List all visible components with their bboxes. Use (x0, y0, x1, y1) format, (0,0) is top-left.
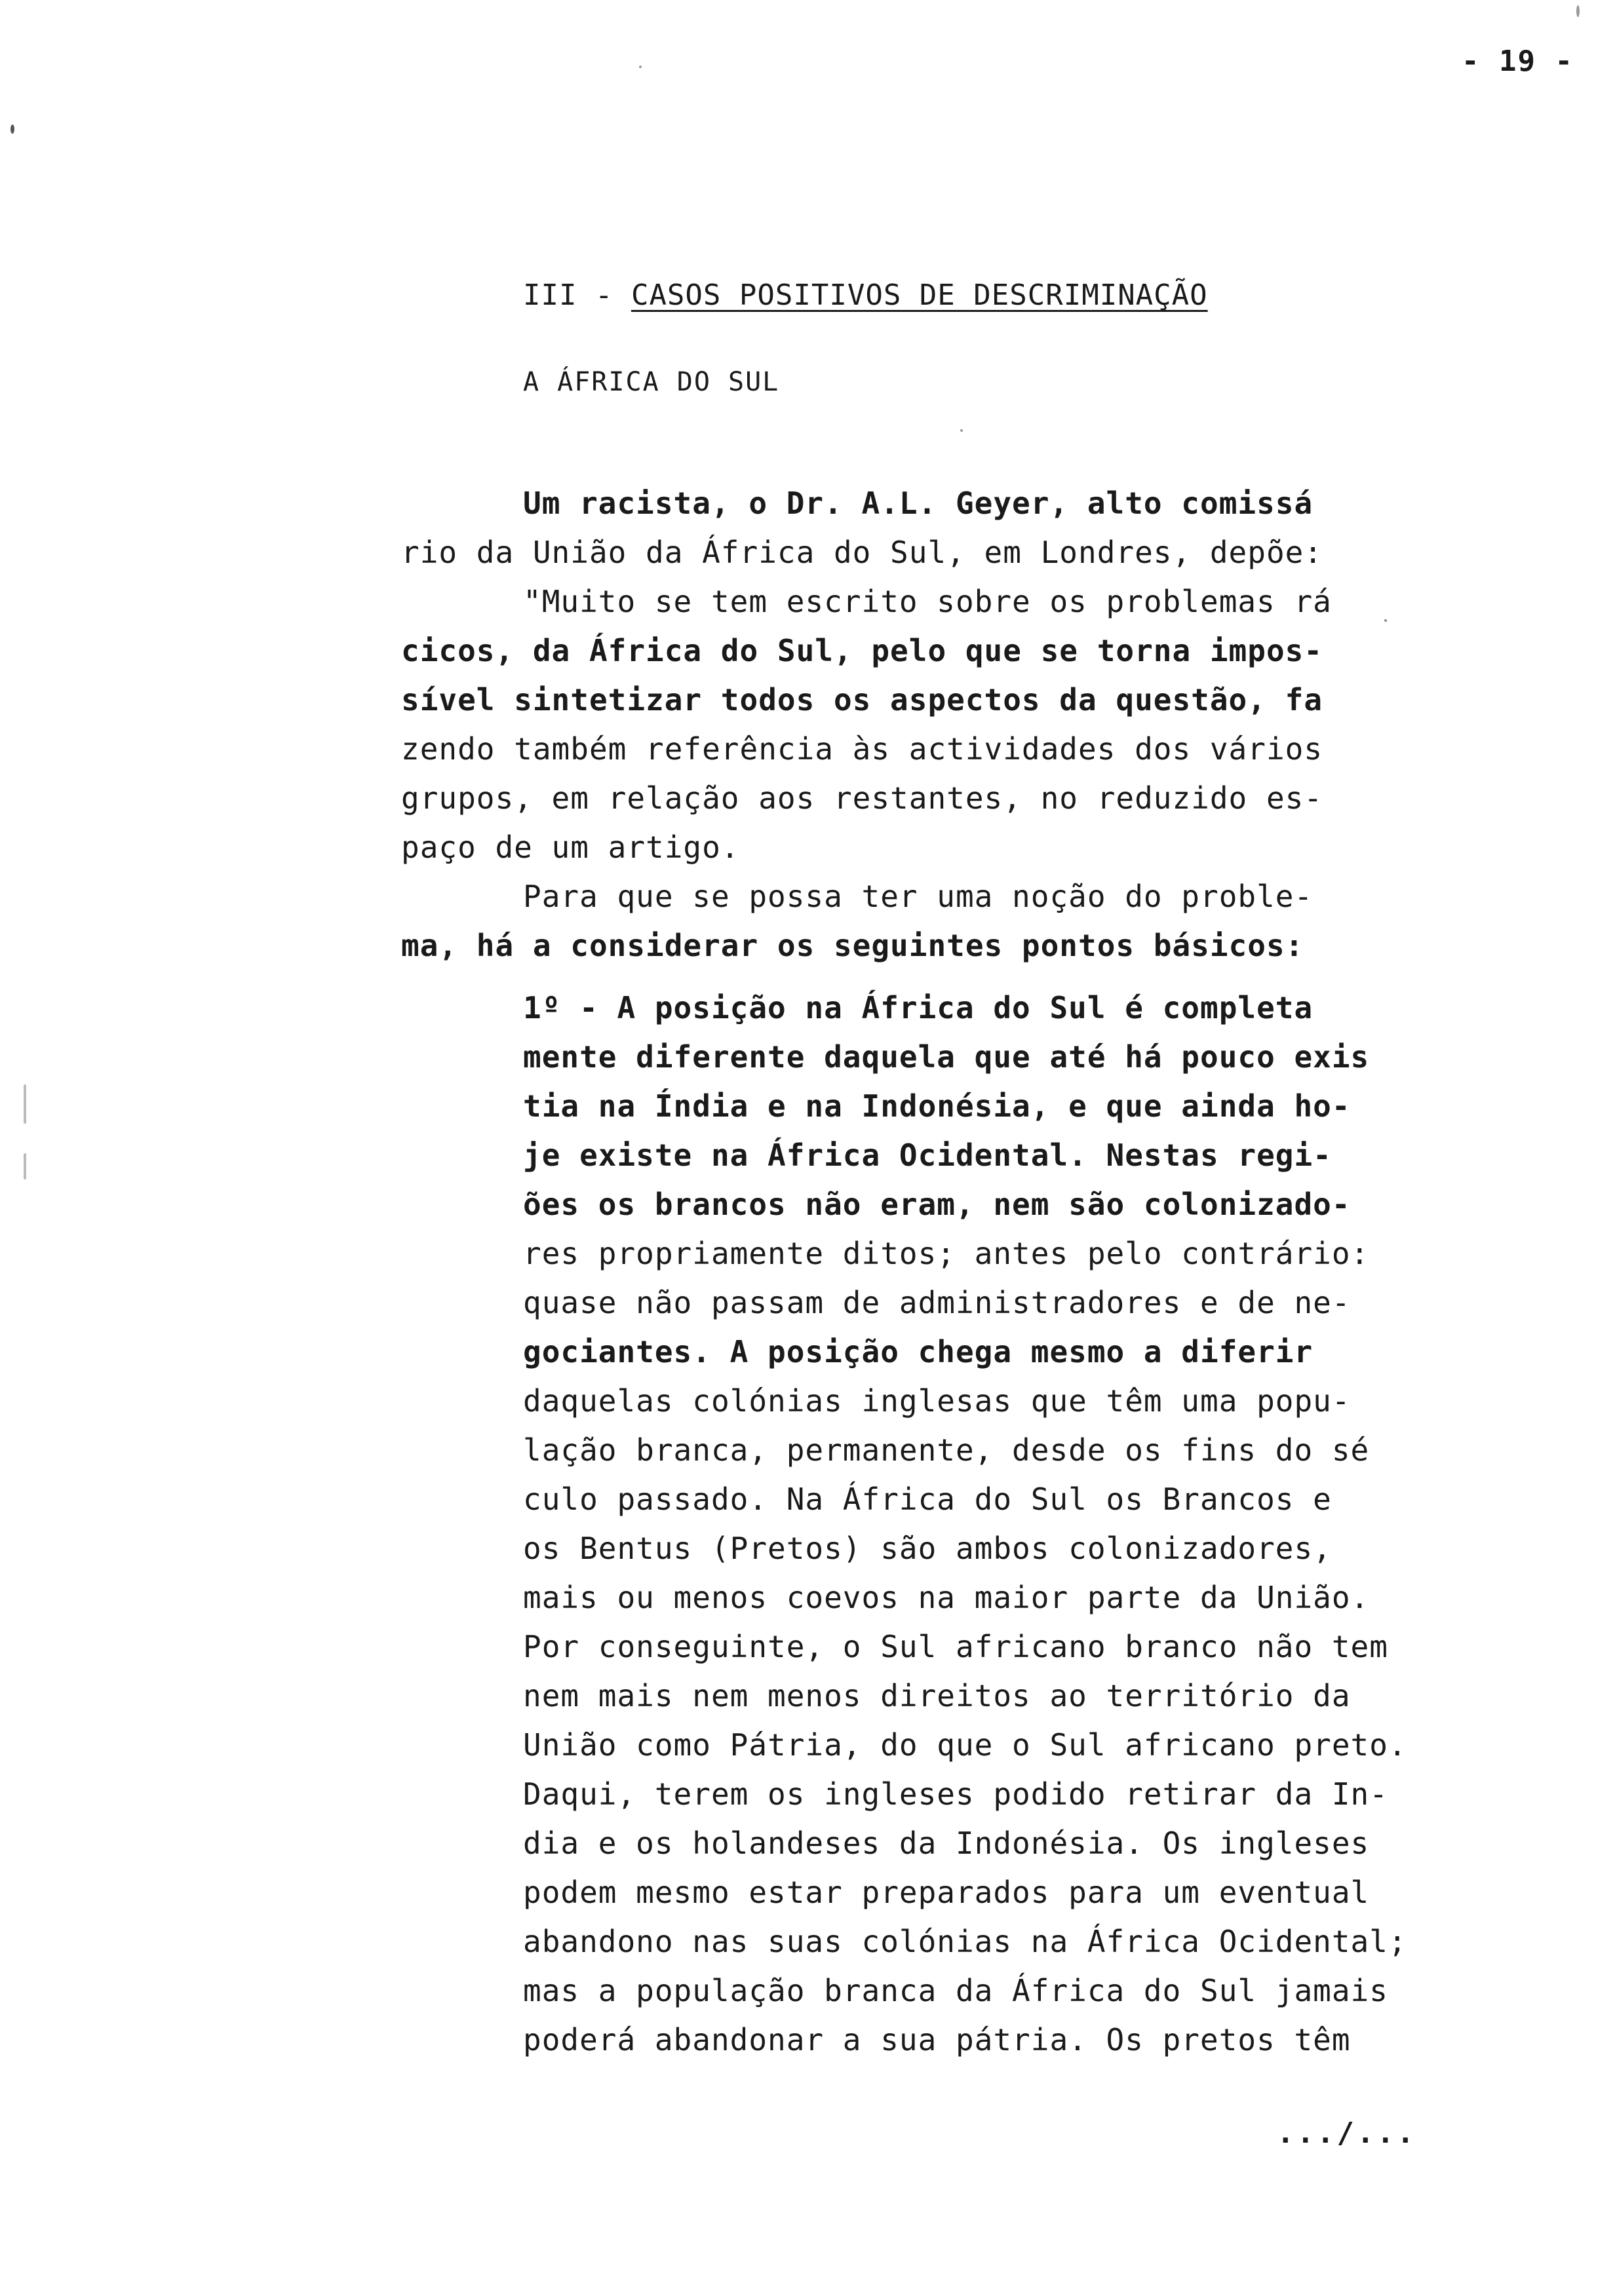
section-heading (523, 278, 1208, 312)
section-heading-title: CASOS POSITIVOS DE DESCRIMINAÇÃO (631, 278, 1208, 312)
point-line: dia e os holandeses da Indonésia. Os ingleses (523, 1826, 1370, 1861)
point-line: 1º - A posição na África do Sul é completa (523, 990, 1313, 1025)
point-line: mente diferente daquela que até há pouco exis (523, 1039, 1370, 1075)
text-line: sível sintetizar todos os aspectos da questão, fa (401, 682, 1323, 718)
subheading: A ÁFRICA DO SUL (523, 367, 780, 397)
point-line: lação branca, permanente, desde os fins do sé (523, 1432, 1370, 1468)
point-line: culo passado. Na África do Sul os Brancos e (523, 1482, 1332, 1517)
point-line: res propriamente ditos; antes pelo contrário: (523, 1236, 1370, 1271)
continuation-mark: .../... (1277, 2116, 1417, 2150)
point-line: os Bentus (Pretos) são ambos colonizadores, (523, 1531, 1332, 1566)
text-line: cicos, da África do Sul, pelo que se torna impos- (401, 633, 1323, 668)
point-line: daquelas colónias inglesas que têm uma popu- (523, 1383, 1351, 1419)
point-line: tia na Índia e na Indonésia, e que ainda ho- (523, 1088, 1351, 1124)
point-line: mais ou menos coevos na maior parte da União. (523, 1580, 1370, 1615)
point-line: gociantes. A posição chega mesmo a diferir (523, 1334, 1313, 1369)
scan-speck (960, 429, 963, 432)
text-line: Um racista, o Dr. A.L. Geyer, alto comissá (523, 486, 1313, 521)
scan-speck (10, 124, 14, 134)
point-line: mas a população branca da África do Sul jamais (523, 1973, 1388, 2008)
point-line: je existe na África Ocidental. Nestas regi- (523, 1138, 1332, 1173)
point-line: Por conseguinte, o Sul africano branco não tem (523, 1629, 1388, 1664)
text-line: ma, há a considerar os seguintes pontos básicos: (401, 928, 1304, 963)
point-line: poderá abandonar a sua pátria. Os pretos têm (523, 2022, 1351, 2057)
point-line: ões os brancos não eram, nem são colonizado- (523, 1187, 1351, 1222)
point-line: abandono nas suas colónias na África Ocidental; (523, 1924, 1407, 1959)
text-line: rio da União da África do Sul, em Londres, depõe: (401, 535, 1323, 570)
section-heading-prefix: III - (523, 278, 631, 312)
point-line: nem mais nem menos direitos ao território da (523, 1678, 1351, 1713)
point-line: podem mesmo estar preparados para um eventual (523, 1875, 1370, 1910)
text-line: zendo também referência às actividades dos vários (401, 731, 1323, 767)
point-line: União como Pátria, do que o Sul africano preto. (523, 1727, 1407, 1763)
scan-speck (639, 66, 642, 68)
scan-speck (1576, 5, 1580, 17)
text-line: "Muito se tem escrito sobre os problemas rá (523, 584, 1332, 619)
point-line: quase não passam de administradores e de ne- (523, 1285, 1351, 1320)
scan-speck (24, 1084, 26, 1124)
text-line: paço de um artigo. (401, 830, 740, 865)
text-line: grupos, em relação aos restantes, no reduzido es- (401, 780, 1323, 816)
page-number: - 19 - (1462, 45, 1574, 78)
scan-speck (1384, 619, 1387, 622)
scan-speck (24, 1153, 26, 1179)
text-line: Para que se possa ter uma noção do proble- (523, 879, 1313, 914)
point-line: Daqui, terem os ingleses podido retirar da In- (523, 1776, 1388, 1812)
